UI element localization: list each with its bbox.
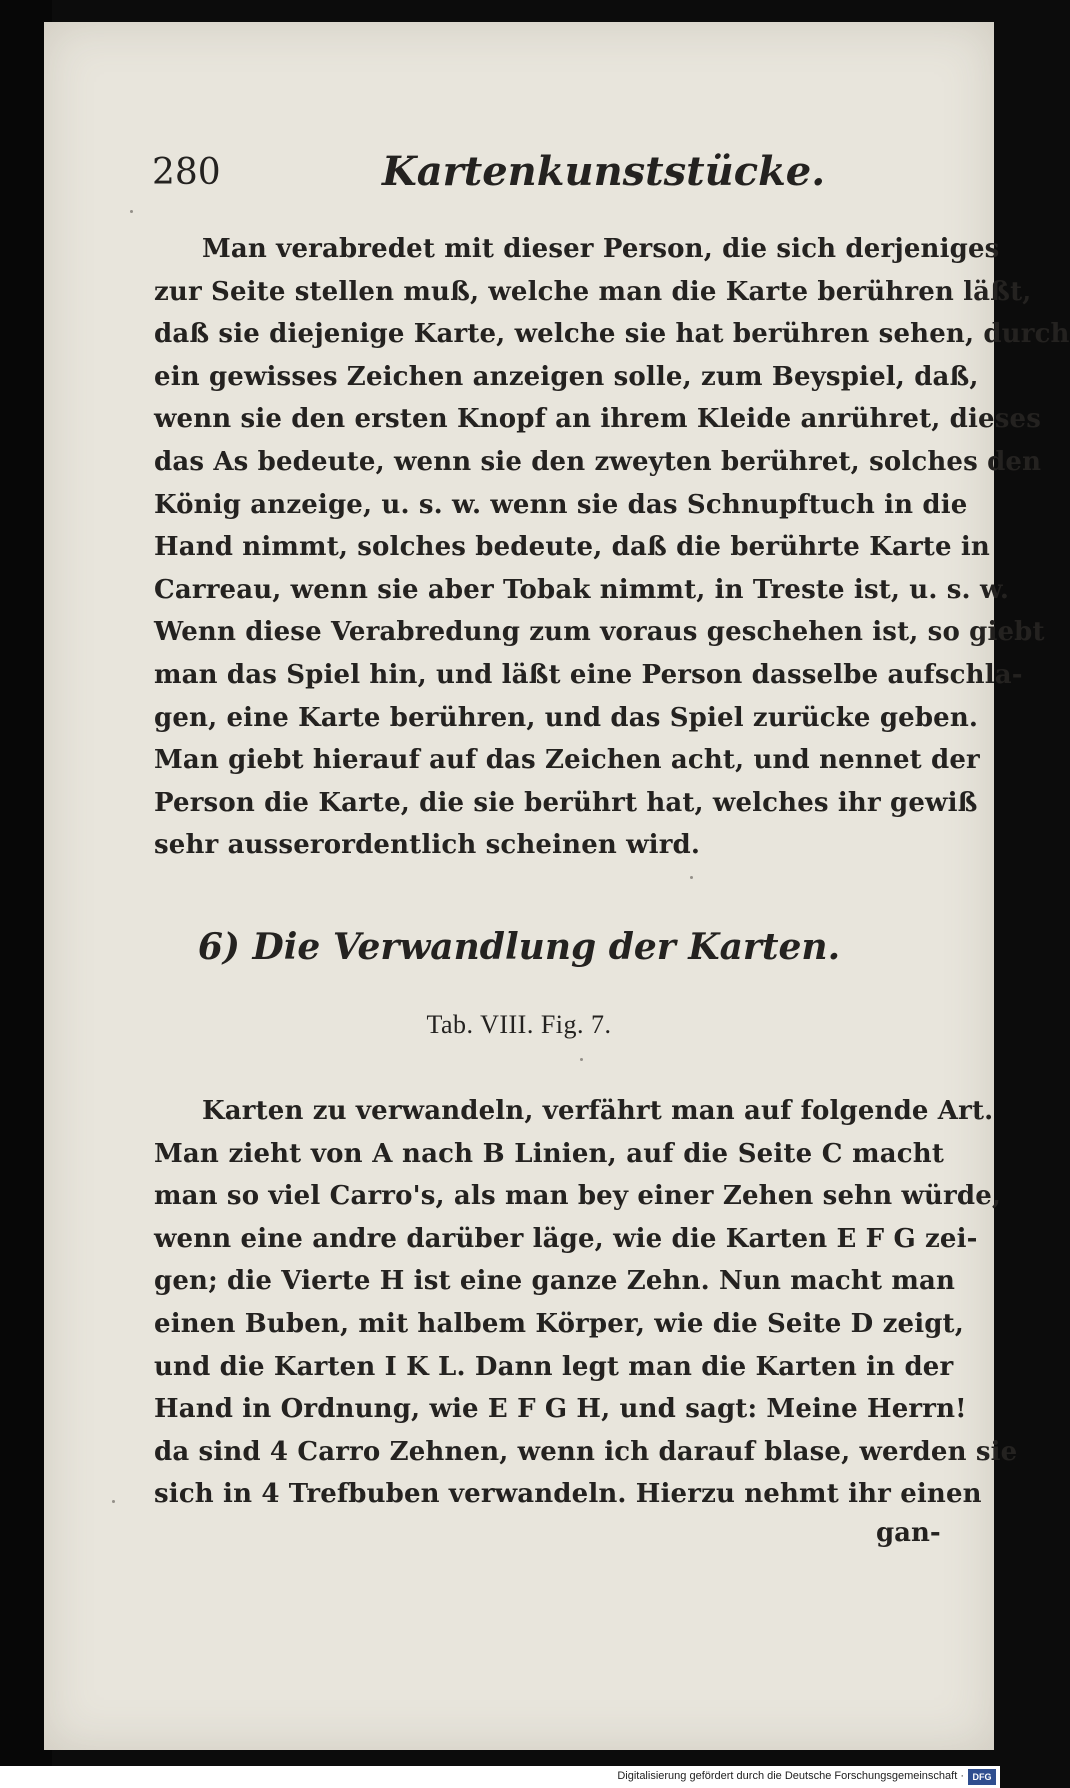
section-heading: 6) Die Verwandlung der Karten.: [197, 926, 841, 968]
text-line: daß sie diejenige Karte, welche sie hat berühren sehen, durch: [154, 319, 1070, 350]
page-header: [152, 142, 932, 202]
text-line: Person die Karte, die sie berührt hat, welches ihr gewiß: [154, 787, 978, 818]
text-line: Hand in Ordnung, wie E F G H, und sagt: Meine Herrn!: [154, 1394, 967, 1425]
dfg-logo-icon: DFG: [968, 1769, 996, 1785]
text-line: zur Seite stellen muß, welche man die Karte berühren läßt,: [154, 276, 1032, 307]
text-line: Karten zu verwandeln, verfährt man auf folgende Art.: [202, 1096, 994, 1126]
text-line: einen Buben, mit halbem Körper, wie die Seite D zeigt,: [154, 1308, 964, 1339]
text-line: gen, eine Karte berühren, und das Spiel zurücke geben.: [154, 702, 979, 733]
footer-bar: [0, 1766, 1000, 1788]
running-title: Kartenkunststücke.: [382, 148, 826, 195]
text-line: und die Karten I K L. Dann legt man die Karten in der: [154, 1351, 954, 1382]
text-line: König anzeige, u. s. w. wenn sie das Schnupftuch in die: [154, 489, 968, 520]
text-line: Man verabredet mit dieser Person, die sich derjeniges: [202, 234, 1000, 264]
paper-speck: [580, 1058, 583, 1061]
paper-speck: [130, 210, 133, 213]
paper-speck: [112, 1500, 115, 1503]
text-line: Hand nimmt, solches bedeute, daß die berührte Karte in: [154, 532, 990, 563]
paragraph-1: [154, 228, 1070, 867]
text-line: man so viel Carro's, als man bey einer Zehen sehn würde,: [154, 1181, 1002, 1212]
text-line: gen; die Vierte H ist eine ganze Zehn. Nun macht man: [154, 1266, 956, 1297]
text-line: sich in 4 Trefbuben verwandeln. Hierzu nehmt ihr einen: [154, 1479, 982, 1510]
text-line: Man giebt hierauf auf das Zeichen acht, und nennet der: [154, 745, 980, 776]
text-line: wenn sie den ersten Knopf an ihrem Kleide anrühret, dieses: [154, 404, 1041, 435]
text-line: sehr ausserordentlich scheinen wird.: [154, 830, 701, 861]
paragraph-2: [154, 1090, 1018, 1516]
footer-credit: Digitalisierung gefördert durch die Deutsche Forschungsgemeinschaft ·: [617, 1770, 964, 1782]
catchword: gan-: [876, 1518, 941, 1548]
figure-reference: Tab. VIII. Fig. 7.: [426, 1010, 612, 1039]
text-line: wenn eine andre darüber läge, wie die Karten E F G zei-: [154, 1223, 978, 1254]
book-page: [44, 22, 1070, 1750]
text-line: Man zieht von A nach B Linien, auf die Seite C macht: [154, 1138, 944, 1169]
text-line: Carreau, wenn sie aber Tobak nimmt, in Treste ist, u. s. w.: [154, 574, 1010, 605]
text-line: ein gewisses Zeichen anzeigen solle, zum Beyspiel, daß,: [154, 361, 979, 392]
text-line: das As bedeute, wenn sie den zweyten berühret, solches den: [154, 446, 1042, 477]
page-number: 280: [152, 152, 221, 193]
paper-speck: [690, 876, 693, 879]
text-line: da sind 4 Carro Zehnen, wenn ich darauf blase, werden sie: [154, 1436, 1018, 1467]
text-line: Wenn diese Verabredung zum voraus geschehen ist, so giebt: [154, 617, 1045, 648]
text-line: man das Spiel hin, und läßt eine Person dasselbe aufschla-: [154, 659, 1023, 690]
